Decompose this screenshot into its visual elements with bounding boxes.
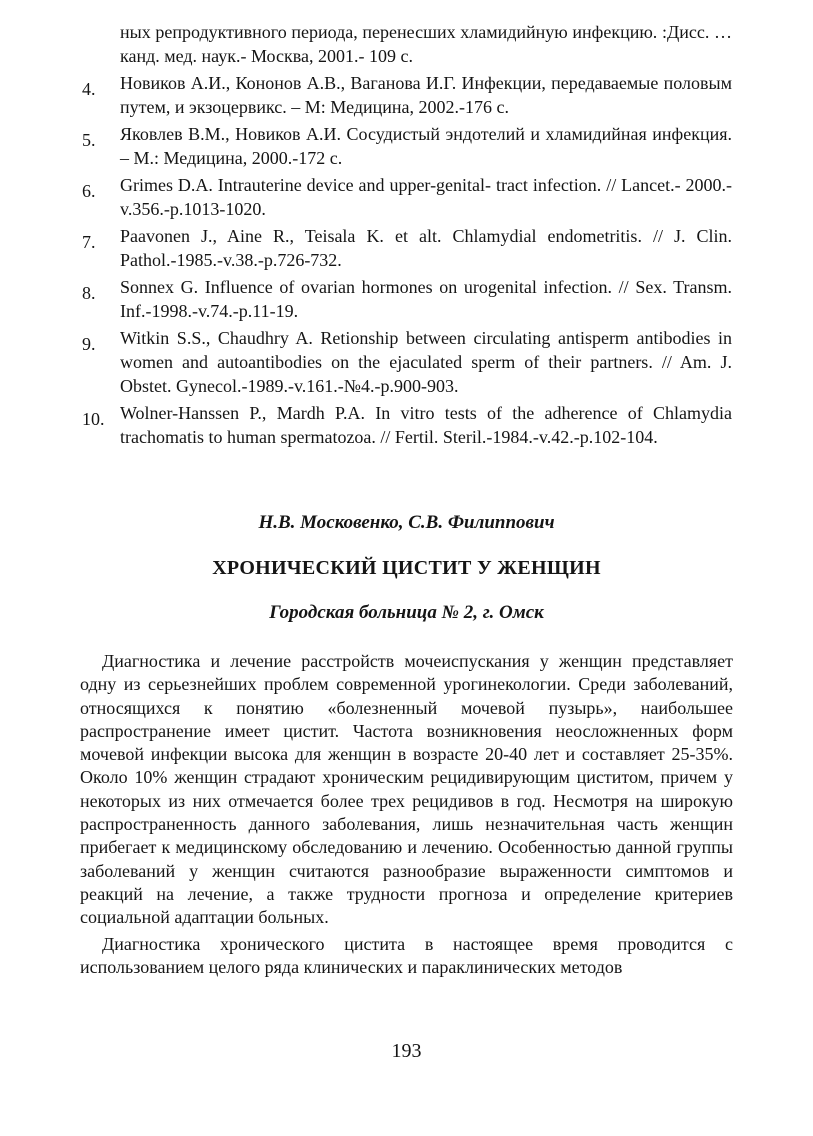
reference-text: Новиков А.И., Кононов А.В., Ваганова И.Г. Инфекции, передаваемые половым путем, и экзоцервикс. – М: Медицина, 2002.-176 с. [120,73,732,117]
reference-number: 10. [82,409,105,429]
reference-text: Witkin S.S., Chaudhry A. Retionship between circulating antisperm antibodies in women and autoantibodies on the ejaculated sperm of their partners. // Am. J. Obstet. Gynecol.-1989.-v.161.-№4.-p.900-903. [120,328,732,396]
reference-number: 9. [82,334,96,354]
article-affiliation: Городская больница № 2, г. Омск [269,602,544,623]
article-title: ХРОНИЧЕСКИЙ ЦИСТИТ У ЖЕНЩИН [212,557,601,579]
reference-item [82,71,732,119]
reference-text: Wolner-Hanssen P., Mardh P.A. In vitro tests of the adherence of Chlamydia trachomatis to human spermatozoa. // Fertil. Steril.-1984.-v.42.-p.102-104. [120,403,732,447]
body-paragraph: Диагностика и лечение расстройств мочеиспускания у женщин представляет одну из серьезнейших проблем современной урогинекологии. Среди заболеваний, относящихся к понятию «болезненный мочевой пузырь», наибольшее распространение имеет цистит. Частота возникновения неосложненных форм мочевой инфекции высока для женщин в возрасте 20-40 лет и составляет 25-35%. Около 10% женщин страдают хроническим рецидивирующим циститом, причем у некоторых из них отмечается более трех рецидивов в год. Несмотря на широкую распространенность данного заболевания, лишь незначительная часть женщин прибегает к медицинскому обследованию и лечению. Особенностью данной группы заболеваний у женщин считаются разнообразие выраженности симптомов и реакций на лечение, а также трудности прогноза и определение критериев социальной адаптации больных. [80,651,733,928]
reference-text: ных репродуктивного периода, перенесших хламидийную инфекцию. :Дисс. … канд. мед. наук.- Москва, 2001.- 109 с. [120,22,732,66]
reference-number: 7. [82,232,96,252]
reference-item [82,275,732,323]
reference-number [82,20,120,26]
reference-item [82,401,732,449]
reference-list [82,20,732,452]
reference-text: Grimes D.A. Intrauterine device and upper-genital- tract infection. // Lancet.- 2000.-v.356.-p.1013-1020. [120,175,732,219]
body-paragraph: Диагностика хронического цистита в настоящее время проводится с использованием целого ряда клинических и параклинических методов [80,933,733,977]
article-body [80,650,733,982]
reference-item [82,173,732,221]
reference-item [82,122,732,170]
reference-number: 6. [82,181,96,201]
reference-item [82,326,732,398]
reference-number: 5. [82,130,96,150]
reference-text: Paavonen J., Aine R., Teisala K. et alt. Chlamydial endometritis. // J. Clin. Pathol.-1985.-v.38.-p.726-732. [120,226,732,270]
reference-item [82,224,732,272]
reference-text: Яковлев В.М., Новиков А.И. Сосудистый эндотелий и хламидийная инфекция. – М.: Медицина, 2000.-172 с. [120,124,732,168]
page-number: 193 [391,1040,422,1062]
reference-number: 4. [82,79,96,99]
reference-number: 8. [82,283,96,303]
article-authors: Н.В. Московенко, С.В. Филиппович [258,512,555,533]
reference-text: Sonnex G. Influence of ovarian hormones on urogenital infection. // Sex. Transm. Inf.-1998.-v.74.-p.11-19. [120,277,732,321]
reference-item [82,20,732,68]
